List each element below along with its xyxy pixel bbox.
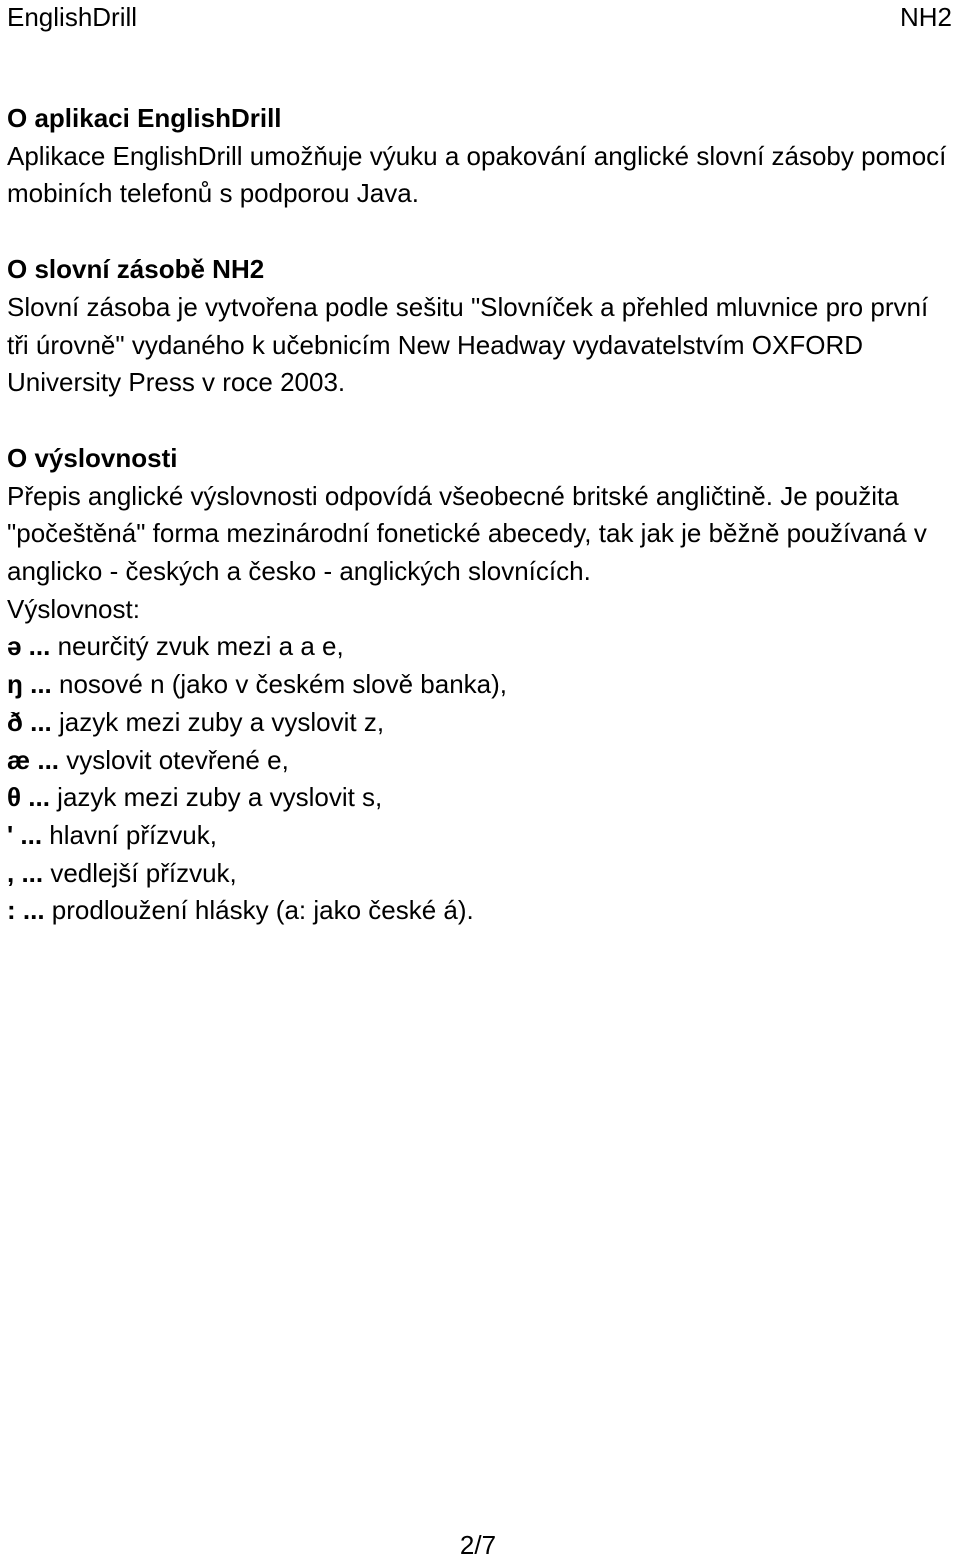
- legend-description: hlavní přízvuk,: [42, 819, 217, 850]
- section-title: O výslovnosti: [7, 442, 178, 473]
- legend-symbol: ə ...: [7, 631, 51, 662]
- legend-item: [7, 779, 957, 817]
- legend-symbol: æ ...: [7, 744, 60, 775]
- document-body: [7, 100, 957, 968]
- legend-symbol: ŋ ...: [7, 669, 52, 700]
- page-number: 2/7: [459, 1530, 497, 1560]
- pronunciation-legend: [7, 628, 957, 930]
- app-name: EnglishDrill: [7, 2, 138, 32]
- legend-title: Výslovnost:: [7, 593, 140, 624]
- legend-description: nosové n (jako v českém slově banka),: [51, 669, 507, 700]
- section-text: Aplikace EnglishDrill umožňuje výuku a opakování anglické slovní zásoby pomocí mobiních telefonů s podporou Java.: [7, 140, 947, 209]
- legend-symbol: , ...: [7, 857, 44, 888]
- legend-item: [7, 704, 957, 742]
- legend-description: neurčitý zvuk mezi a a e,: [50, 631, 344, 662]
- section-title: O aplikaci EnglishDrill: [7, 103, 282, 133]
- page-header: [0, 0, 960, 34]
- legend-symbol: θ ...: [7, 782, 50, 813]
- legend-description: prodloužení hlásky (a: jako české á).: [44, 895, 474, 926]
- legend-item: [7, 628, 957, 666]
- legend-description: vedlejší přízvuk,: [43, 857, 237, 888]
- page-footer: [0, 1525, 960, 1565]
- section-text: Slovní zásoba je vytvořena podle sešitu "Slovníček a přehled mluvnice pro první tři úrovně" vydaného k učebnicím New Headway vydavatelstvím OXFORD University Press v roce 2003.: [7, 291, 929, 398]
- section-about-vocabulary: [7, 251, 957, 402]
- legend-symbol: ð ...: [7, 706, 52, 737]
- legend-item: [7, 855, 957, 893]
- legend-symbol: : ...: [7, 895, 45, 926]
- legend-description: jazyk mezi zuby a vyslovit z,: [51, 706, 385, 737]
- section-about-app: [7, 100, 957, 213]
- legend-item: [7, 742, 957, 780]
- section-title: O slovní zásobě NH2: [7, 254, 265, 285]
- legend-item: [7, 892, 957, 930]
- set-name: NH2: [899, 2, 952, 32]
- legend-item: [7, 666, 957, 704]
- legend-description: vyslovit otevřené e,: [59, 744, 289, 775]
- section-text: Přepis anglické výslovnosti odpovídá všeobecné britské angličtině. Je použita "počeštěná" forma mezinárodní fonetické abecedy, tak jak je běžně používaná v anglicko - českých a česko - anglických slovnících.: [7, 480, 927, 587]
- legend-symbol: ' ...: [7, 819, 43, 850]
- legend-description: jazyk mezi zuby a vyslovit s,: [49, 782, 383, 813]
- section-about-pronunciation: [7, 440, 957, 930]
- legend-item: [7, 817, 957, 855]
